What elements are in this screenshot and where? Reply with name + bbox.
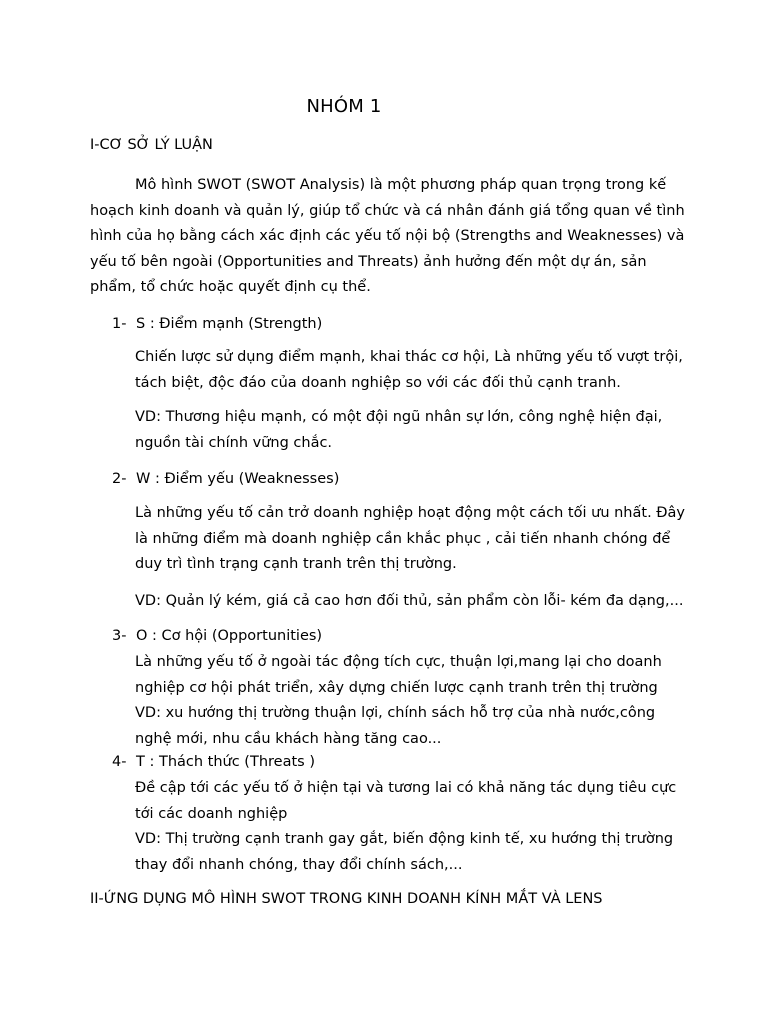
list-item-strength bbox=[112, 312, 322, 338]
text-line: Là những yếu tố cản trở doanh nghiệp hoạt động một cách tối ưu nhất. Đây bbox=[135, 505, 685, 521]
text-line: nghệ mới, nhu cầu khách hàng tăng cao... bbox=[135, 730, 442, 747]
list-number: 4- bbox=[112, 754, 127, 770]
weakness-description bbox=[135, 501, 695, 578]
section-heading-theory: I-CƠ SỞ LÝ LUẬN bbox=[90, 137, 213, 153]
list-item-label: T : Thách thức (Threats ) bbox=[136, 754, 315, 770]
list-item-weakness bbox=[112, 467, 339, 493]
text-line: là những điểm mà doanh nghiệp cần khắc phục , cải tiến nhanh chóng để bbox=[135, 530, 671, 547]
list-item-label: S : Điểm mạnh (Strength) bbox=[136, 316, 323, 332]
intro-line: hoạch kinh doanh và quản lý, giúp tổ chức và cá nhân đánh giá tổng quan về tình bbox=[90, 202, 685, 219]
opportunity-description bbox=[135, 650, 695, 752]
text-line: VD: Thị trường cạnh tranh gay gắt, biến động kinh tế, xu hướng thị trường bbox=[135, 831, 674, 847]
text-line: VD: Thương hiệu mạnh, có một đội ngũ nhân sự lớn, công nghệ hiện đại, bbox=[135, 409, 663, 425]
list-item-opportunity bbox=[112, 624, 322, 650]
strength-description bbox=[135, 345, 695, 396]
list-item-label: W : Điểm yếu (Weaknesses) bbox=[136, 471, 340, 487]
weakness-example bbox=[135, 589, 695, 615]
threat-description bbox=[135, 776, 695, 878]
list-item-label: O : Cơ hội (Opportunities) bbox=[136, 628, 323, 644]
text-line: tách biệt, độc đáo của doanh nghiệp so với các đối thủ cạnh tranh. bbox=[135, 374, 621, 391]
text-line: Đề cập tới các yếu tố ở hiện tại và tương lai có khả năng tác dụng tiêu cực bbox=[135, 780, 677, 796]
list-item-threat bbox=[112, 750, 315, 776]
text-line: duy trì tình trạng cạnh tranh trên thị trường. bbox=[135, 556, 457, 572]
text-line: Chiến lược sử dụng điểm mạnh, khai thác cơ hội, Là những yếu tố vượt trội, bbox=[135, 349, 683, 365]
strength-example bbox=[135, 405, 695, 456]
intro-line: yếu tố bên ngoài (Opportunities and Threats) ảnh hưởng đến một dự án, sản bbox=[90, 253, 647, 270]
intro-paragraph bbox=[90, 173, 690, 301]
intro-line: hình của họ bằng cách xác định các yếu tố nội bộ (Strengths and Weaknesses) và bbox=[90, 228, 685, 244]
text-line: thay đổi nhanh chóng, thay đổi chính sách,... bbox=[135, 856, 463, 873]
list-number: 1- bbox=[112, 316, 127, 332]
intro-line: Mô hình SWOT (SWOT Analysis) là một phương pháp quan trọng trong kế bbox=[135, 177, 667, 193]
document-title: NHÓM 1 bbox=[306, 96, 382, 117]
text-line: VD: xu hướng thị trường thuận lợi, chính sách hỗ trợ của nhà nước,công bbox=[135, 705, 656, 721]
list-number: 2- bbox=[112, 471, 127, 487]
text-line: nghiệp cơ hội phát triển, xây dựng chiến lược cạnh tranh trên thị trường bbox=[135, 679, 658, 696]
text-line: VD: Quản lý kém, giá cả cao hơn đối thủ, sản phẩm còn lỗi- kém đa dạng,... bbox=[135, 593, 684, 609]
text-line: nguồn tài chính vững chắc. bbox=[135, 434, 333, 451]
text-line: Là những yếu tố ở ngoài tác động tích cực, thuận lợi,mang lại cho doanh bbox=[135, 654, 662, 670]
list-number: 3- bbox=[112, 628, 127, 644]
intro-line: phẩm, tổ chức hoặc quyết định cụ thể. bbox=[90, 279, 371, 295]
section-heading-application: II-ỨNG DỤNG MÔ HÌNH SWOT TRONG KINH DOANH KÍNH MẮT VÀ LENS bbox=[90, 891, 603, 907]
text-line: tới các doanh nghiệp bbox=[135, 805, 288, 822]
